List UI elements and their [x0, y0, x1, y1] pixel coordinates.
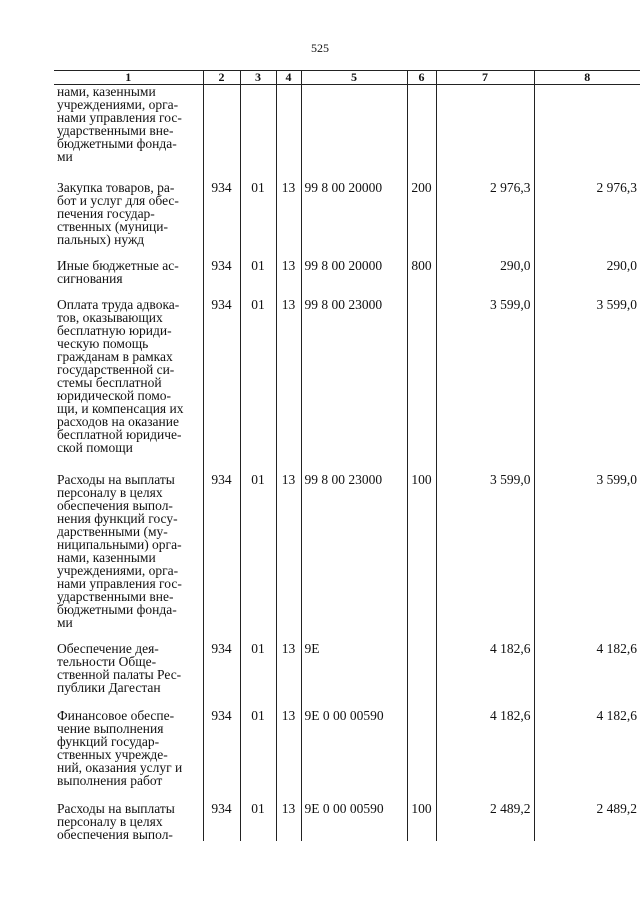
table-row — [54, 789, 640, 841]
target-article-cell — [301, 85, 407, 168]
expense-name: Расходы на выплаты персоналу в целях обеспечения выпол- нения функций госу- дарственными (му- ниципальными) орга- нами, казенными учреждениями, орга- нами управления гос- ударственными вне- бюджетными фонда- ми — [57, 471, 182, 630]
amount-col7-cell: 2 489,2 — [436, 789, 534, 841]
target-article-cell: 99 8 00 20000 — [301, 246, 407, 285]
amount-col7-cell: 4 182,6 — [436, 629, 534, 696]
column-header-2: 2 — [203, 71, 240, 85]
expense-type-cell: 100 — [407, 460, 436, 629]
target-article-cell: 99 8 00 23000 — [301, 285, 407, 460]
table-row — [54, 168, 640, 246]
amount-col8-cell: 2 489,2 — [534, 789, 640, 841]
table-row — [54, 629, 640, 696]
column-header-4: 4 — [276, 71, 301, 85]
section-code-cell: 01 — [240, 285, 276, 460]
expense-name: Финансовое обеспе- чение выполнения функций государ- ственных учрежде- ний, оказания услуг и выполнения работ — [57, 707, 183, 788]
subsection-code-cell: 13 — [276, 246, 301, 285]
amount-col7-cell: 4 182,6 — [436, 696, 534, 789]
budget-table — [54, 70, 640, 841]
expense-name: Оплата труда адвока- тов, оказывающих бесплатную юриди- ческую помощь гражданам в рамках государственной си- стемы бесплатной юридической помо- щи, и компенсация их расходов на оказание бесплатной юридиче- ской помощи — [57, 296, 184, 455]
subsection-code-cell: 13 — [276, 789, 301, 841]
target-article-cell: 9Е 0 00 00590 — [301, 789, 407, 841]
amount-col7-cell: 2 976,3 — [436, 168, 534, 246]
table-body — [54, 85, 640, 841]
expense-name: Расходы на выплаты персоналу в целях обеспечения выпол- — [57, 800, 175, 842]
target-article-cell: 99 8 00 20000 — [301, 168, 407, 246]
expense-name-cell — [54, 460, 203, 629]
ministry-code-cell: 934 — [203, 789, 240, 841]
table-row — [54, 285, 640, 460]
expense-type-cell: 800 — [407, 246, 436, 285]
expense-type-cell — [407, 696, 436, 789]
section-code-cell: 01 — [240, 789, 276, 841]
ministry-code-cell: 934 — [203, 168, 240, 246]
expense-name: Обеспечение дея- тельности Обще- ственной палаты Рес- публики Дагестан — [57, 640, 182, 695]
expense-name-cell — [54, 246, 203, 285]
column-header-7: 7 — [436, 71, 534, 85]
section-code-cell: 01 — [240, 460, 276, 629]
target-article-cell: 99 8 00 23000 — [301, 460, 407, 629]
ministry-code-cell: 934 — [203, 460, 240, 629]
subsection-code-cell: 13 — [276, 460, 301, 629]
subsection-code-cell: 13 — [276, 168, 301, 246]
ministry-code-cell: 934 — [203, 285, 240, 460]
section-code-cell — [240, 85, 276, 168]
expense-name: Иные бюджетные ас- сигнования — [57, 257, 179, 286]
column-header-6: 6 — [407, 71, 436, 85]
table-row — [54, 85, 640, 168]
expense-name-cell — [54, 696, 203, 789]
ministry-code-cell: 934 — [203, 629, 240, 696]
ministry-code-cell — [203, 85, 240, 168]
amount-col8-cell: 2 976,3 — [534, 168, 640, 246]
table-row — [54, 460, 640, 629]
table-row — [54, 696, 640, 789]
expense-type-cell: 200 — [407, 168, 436, 246]
section-code-cell: 01 — [240, 629, 276, 696]
subsection-code-cell: 13 — [276, 696, 301, 789]
amount-col7-cell: 290,0 — [436, 246, 534, 285]
amount-col8-cell: 290,0 — [534, 246, 640, 285]
subsection-code-cell — [276, 85, 301, 168]
page-number: 525 — [311, 41, 329, 55]
amount-col7-cell: 3 599,0 — [436, 285, 534, 460]
amount-col7-cell — [436, 85, 534, 168]
header-row — [54, 71, 640, 85]
expense-type-cell: 100 — [407, 789, 436, 841]
expense-type-cell — [407, 285, 436, 460]
amount-col7-cell: 3 599,0 — [436, 460, 534, 629]
amount-col8-cell: 3 599,0 — [534, 285, 640, 460]
expense-name-cell — [54, 285, 203, 460]
section-code-cell: 01 — [240, 246, 276, 285]
column-header-1: 1 — [54, 71, 203, 85]
ministry-code-cell: 934 — [203, 246, 240, 285]
amount-col8-cell: 3 599,0 — [534, 460, 640, 629]
expense-name-cell — [54, 168, 203, 246]
amount-col8-cell: 4 182,6 — [534, 696, 640, 789]
expense-name-cell — [54, 85, 203, 168]
target-article-cell: 9Е — [301, 629, 407, 696]
column-header-3: 3 — [240, 71, 276, 85]
subsection-code-cell: 13 — [276, 629, 301, 696]
expense-type-cell — [407, 629, 436, 696]
expense-name: нами, казенными учреждениями, орга- нами управления гос- ударственными вне- бюджетными фонда- ми — [57, 84, 182, 164]
amount-col8-cell: 4 182,6 — [534, 629, 640, 696]
column-header-8: 8 — [534, 71, 640, 85]
ministry-code-cell: 934 — [203, 696, 240, 789]
expense-name-cell — [54, 789, 203, 841]
subsection-code-cell: 13 — [276, 285, 301, 460]
amount-col8-cell — [534, 85, 640, 168]
column-header-5: 5 — [301, 71, 407, 85]
expense-name: Закупка товаров, ра- бот и услуг для обес- печения государ- ственных (муници- пальных) нужд — [57, 179, 179, 247]
target-article-cell: 9Е 0 00 00590 — [301, 696, 407, 789]
section-code-cell: 01 — [240, 696, 276, 789]
expense-type-cell — [407, 85, 436, 168]
expense-name-cell — [54, 629, 203, 696]
section-code-cell: 01 — [240, 168, 276, 246]
table-row — [54, 246, 640, 285]
